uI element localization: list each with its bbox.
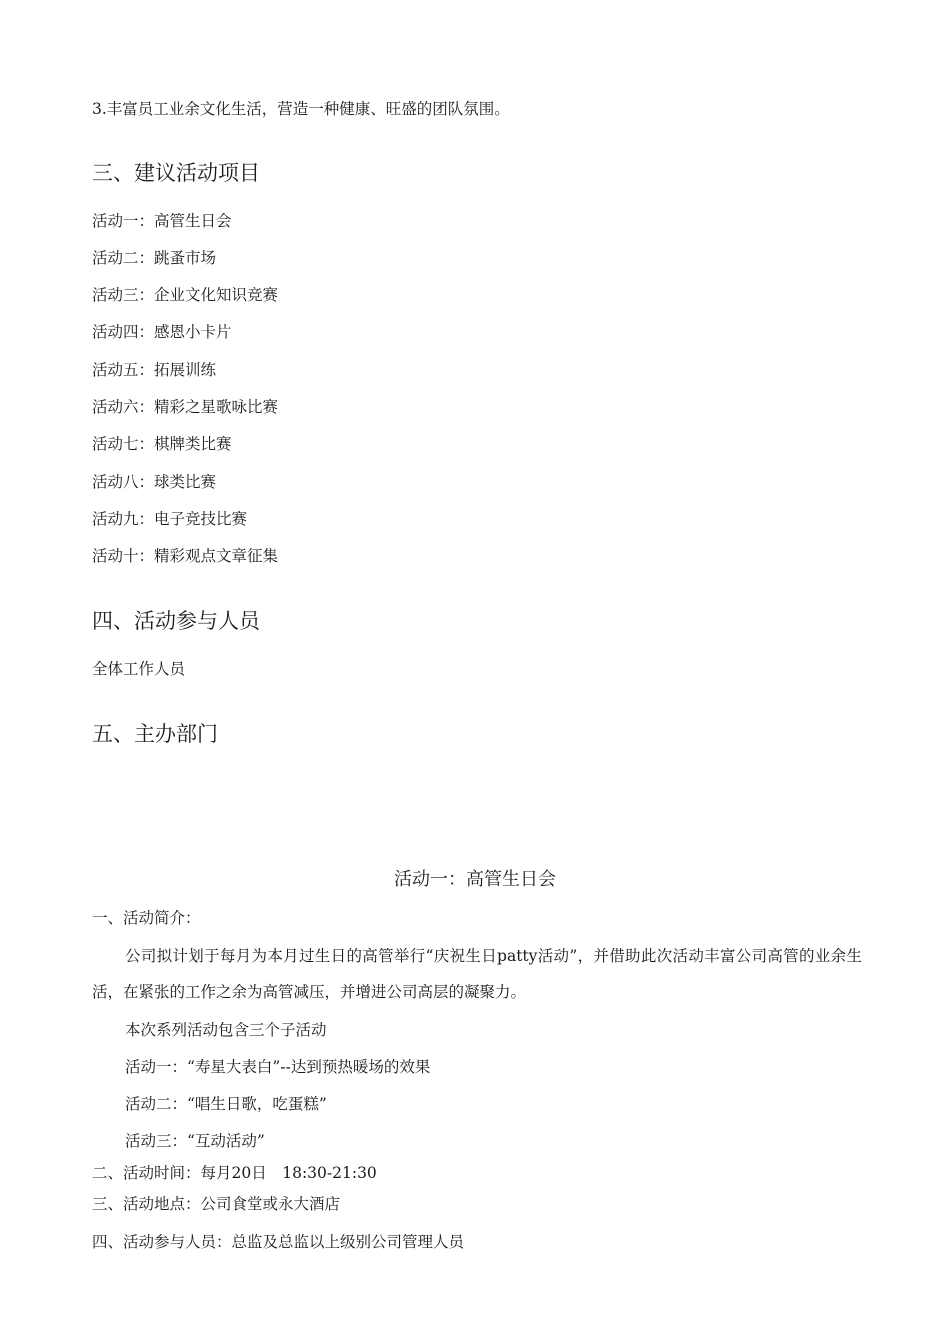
list-item: 活动一：高管生日会: [92, 212, 232, 230]
activity-location: 三、活动地点：公司食堂或永大酒店: [92, 1195, 341, 1213]
list-item: 活动四：感恩小卡片: [92, 323, 232, 341]
section-heading-activities: 三、建议活动项目: [92, 161, 260, 185]
list-item: 活动八：球类比赛: [92, 473, 217, 491]
intro-heading: 一、活动简介：: [92, 909, 201, 927]
list-item: 活动五：拓展训练: [92, 361, 217, 379]
goal-item-3: 3.丰富员工业余文化生活，营造一种健康、旺盛的团队氛围。: [92, 100, 510, 118]
list-item: 活动七：棋牌类比赛: [92, 435, 232, 453]
intro-paragraph: 公司拟计划于每月为本月过生日的高管举行“庆祝生日patty活动”，并借助此次活动丰富公司高管的业余生活，在紧张的工作之余为高管减压，并增进公司高层的凝聚力。: [92, 947, 862, 1001]
sub-activity: 活动二：“唱生日歌，吃蛋糕”: [125, 1095, 327, 1113]
list-item: 活动二：跳蚤市场: [92, 249, 217, 267]
section-heading-organizer: 五、主办部门: [92, 722, 218, 746]
sub-activity: 活动三：“互动活动”: [125, 1132, 265, 1150]
sub-activity: 活动一：“寿星大表白”--达到预热暖场的效果: [125, 1058, 431, 1076]
activity-participants: 四、活动参与人员：总监及总监以上级别公司管理人员: [92, 1233, 465, 1251]
activity-time: 二、活动时间：每月20日 18:30-21:30: [92, 1164, 377, 1182]
list-item: 活动三：企业文化知识竞赛: [92, 286, 279, 304]
series-intro: 本次系列活动包含三个子活动: [125, 1021, 327, 1039]
list-item: 活动十：精彩观点文章征集: [92, 547, 279, 565]
list-item: 活动六：精彩之星歌咏比赛: [92, 398, 279, 416]
section-heading-participants: 四、活动参与人员: [92, 609, 260, 633]
activity-title: 活动一：高管生日会: [394, 869, 556, 890]
list-item: 活动九：电子竞技比赛: [92, 510, 248, 528]
participants-text: 全体工作人员: [92, 660, 186, 678]
